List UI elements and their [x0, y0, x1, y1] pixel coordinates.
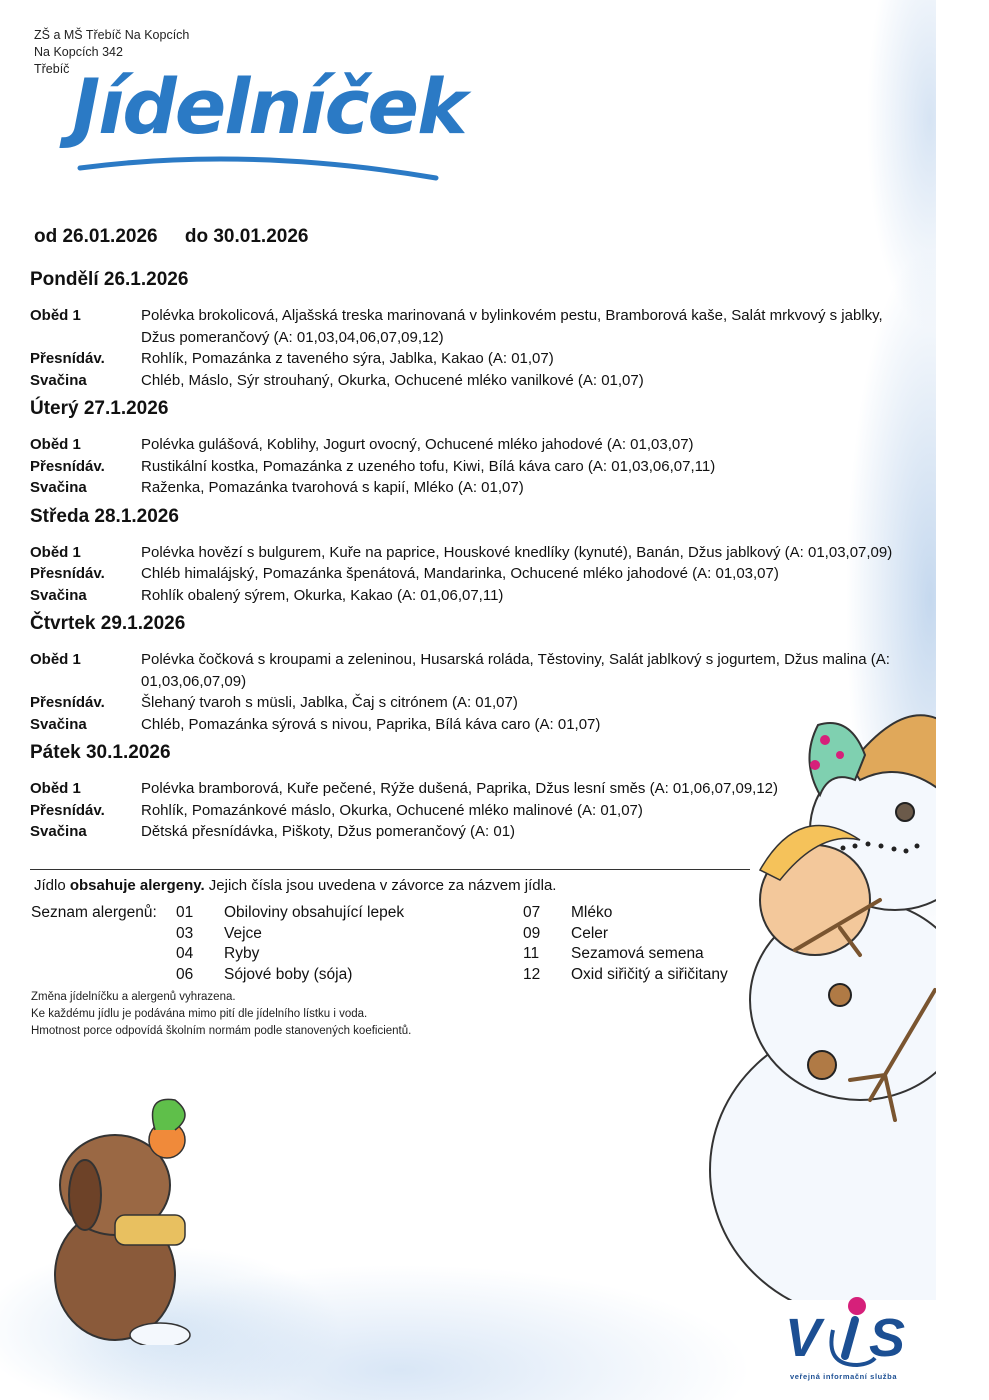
divider — [30, 869, 750, 870]
allergen-item — [523, 903, 728, 924]
svg-text:V: V — [785, 1308, 822, 1368]
meal-label: Oběd 1 — [30, 543, 81, 561]
allergen-item — [176, 965, 404, 986]
allergen-name: Ryby — [224, 945, 260, 962]
day-title: Pátek 30.1.2026 — [30, 742, 171, 763]
footnote: Změna jídelníčku a alergenů vyhrazena. — [31, 991, 236, 1003]
jidelnicek-logo — [68, 62, 466, 188]
meal-label: Svačina — [30, 371, 87, 389]
note-suffix: Jejich čísla jsou uvedena v závorce za názvem jídla. — [204, 877, 557, 894]
menu-period — [34, 226, 330, 248]
meal-text: Rustikální kostka, Pomazánka z uzeného tofu, Kiwi, Bílá káva caro (A: 01,03,06,07,11) — [141, 457, 716, 475]
allergen-code: 06 — [176, 965, 194, 983]
meal-row — [30, 305, 920, 348]
day-title: Pondělí 26.1.2026 — [30, 269, 189, 290]
meal-row — [30, 370, 920, 392]
allergen-item — [523, 944, 728, 965]
meal-text: Polévka čočková s kroupami a zeleninou, Husarská roláda, Těstoviny, Salát jablkový s jogurtem, Džus malina (A: 01,03,06,07,09) — [141, 651, 890, 690]
allergen-item — [523, 924, 728, 945]
allergen-item — [176, 944, 404, 965]
meal-text: Šlehaný tvaroh s müsli, Jablka, Čaj s citrónem (A: 01,07) — [141, 694, 518, 711]
logo-title: Jídelníček — [72, 62, 466, 151]
day-title: Čtvrtek 29.1.2026 — [30, 613, 186, 634]
allergen-column-right — [523, 903, 728, 985]
meal-label: Přesnídáv. — [30, 350, 105, 367]
note-bold: obsahuje alergeny. — [69, 877, 205, 894]
vis-tagline: veřejná informační služba — [790, 1372, 898, 1381]
footnote: Hmotnost porce odpovídá školním normám podle stanovených koeficientů. — [31, 1025, 412, 1037]
allergen-code: 03 — [176, 924, 194, 942]
meal-text: Polévka bramborová, Kuře pečené, Rýže dušená, Paprika, Džus lesní směs (A: 01,06,07,09,12) — [141, 780, 779, 797]
meal-row — [30, 542, 920, 564]
footnotes — [31, 989, 411, 1040]
meal-text: Raženka, Pomazánka tvarohová s kapií, Mléko (A: 01,07) — [141, 479, 524, 496]
meal-text: Rohlík, Pomazánkové máslo, Okurka, Ochucené mléko malinové (A: 01,07) — [141, 801, 643, 819]
meal-label: Přesnídáv. — [30, 565, 105, 582]
meal-label: Oběd 1 — [30, 651, 81, 668]
day-monday — [30, 268, 920, 391]
allergen-code: 07 — [523, 904, 541, 921]
allergen-name: Mléko — [571, 904, 613, 921]
meal-text: Polévka brokolicová, Aljašská treska marinovaná v bylinkovém pestu, Bramborová kaše, Salát mrkvový s jablky, Džus pomerančový (A: 01,03,04,06,07,09,12) — [141, 307, 883, 346]
allergen-name: Obiloviny obsahující lepek — [224, 904, 405, 921]
meal-row — [30, 585, 920, 607]
allergen-name: Oxid siřičitý a siřičitany — [571, 965, 728, 983]
meal-label: Přesnídáv. — [30, 457, 105, 475]
school-city: Třebíč — [34, 62, 70, 76]
logo-swoosh-icon — [68, 68, 448, 188]
meal-row — [30, 649, 920, 692]
allergen-item — [523, 965, 728, 986]
meal-text: Chléb, Máslo, Sýr strouhaný, Okurka, Ochucené mléko vanilkové (A: 01,07) — [141, 371, 644, 389]
meal-text: Rohlík, Pomazánka z taveného sýra, Jablka, Kakao (A: 01,07) — [141, 350, 554, 367]
meal-label: Oběd 1 — [30, 780, 81, 797]
allergen-list-label: Seznam alergenů: — [31, 904, 157, 921]
day-title: Úterý 27.1.2026 — [30, 398, 169, 419]
meal-text: Polévka hovězí s bulgurem, Kuře na paprice, Houskové knedlíky (kynuté), Banán, Džus jablkový (A: 01,03,07,09) — [141, 543, 893, 561]
period-to: do 30.01.2026 — [184, 226, 309, 247]
allergen-code: 09 — [523, 924, 541, 942]
day-tuesday — [30, 397, 920, 499]
meal-label: Přesnídáv. — [30, 801, 105, 819]
allergen-column-left — [176, 903, 404, 985]
meal-row — [30, 477, 920, 499]
allergen-name: Celer — [571, 924, 609, 942]
meal-label: Oběd 1 — [30, 307, 81, 324]
meal-text: Polévka gulášová, Koblihy, Jogurt ovocný, Ochucené mléko jahodové (A: 01,03,07) — [141, 436, 694, 453]
meal-label: Svačina — [30, 479, 87, 496]
allergen-note — [34, 877, 556, 894]
meal-label: Přesnídáv. — [30, 694, 105, 711]
meal-text: Chléb himalájský, Pomazánka špenátová, Mandarinka, Ochucené mléko jahodové (A: 01,03,07) — [141, 565, 779, 582]
svg-text:S: S — [869, 1308, 906, 1368]
allergen-item — [176, 903, 404, 924]
meal-row — [30, 563, 920, 585]
allergen-name: Sezamová semena — [571, 945, 704, 962]
meal-text: Chléb, Pomazánka sýrová s nivou, Paprika, Bílá káva caro (A: 01,07) — [141, 715, 601, 733]
allergen-code: 04 — [176, 945, 194, 962]
snowman-illustration-icon — [700, 700, 936, 1300]
meal-label: Svačina — [30, 586, 87, 604]
school-name: ZŠ a MŠ Třebíč Na Kopcích — [34, 28, 190, 42]
day-title: Středa 28.1.2026 — [30, 505, 179, 527]
period-from: od 26.01.2026 — [34, 226, 158, 247]
school-street: Na Kopcích 342 — [34, 45, 123, 59]
note-prefix: Jídlo — [34, 877, 70, 894]
allergen-code: 12 — [523, 965, 541, 983]
allergen-code: 01 — [176, 904, 194, 921]
allergen-name: Sójové boby (sója) — [224, 965, 353, 983]
meal-text: Rohlík obalený sýrem, Okurka, Kakao (A: 01,06,07,11) — [141, 586, 504, 604]
meal-row — [30, 348, 920, 370]
dog-illustration-icon — [25, 1085, 225, 1345]
meal-row — [30, 456, 920, 478]
footnote: Ke každému jídlu je podávána mimo pití dle jídelního lístku i voda. — [31, 1008, 368, 1020]
allergen-item — [176, 924, 404, 945]
meal-text: Dětská přesnídávka, Piškoty, Džus pomerančový (A: 01) — [141, 823, 516, 840]
day-wednesday — [30, 505, 920, 607]
allergen-code: 11 — [523, 945, 540, 962]
meal-label: Oběd 1 — [30, 436, 81, 453]
meal-row — [30, 434, 920, 456]
allergen-name: Vejce — [224, 924, 262, 942]
meal-label: Svačina — [30, 823, 87, 840]
meal-label: Svačina — [30, 715, 87, 733]
